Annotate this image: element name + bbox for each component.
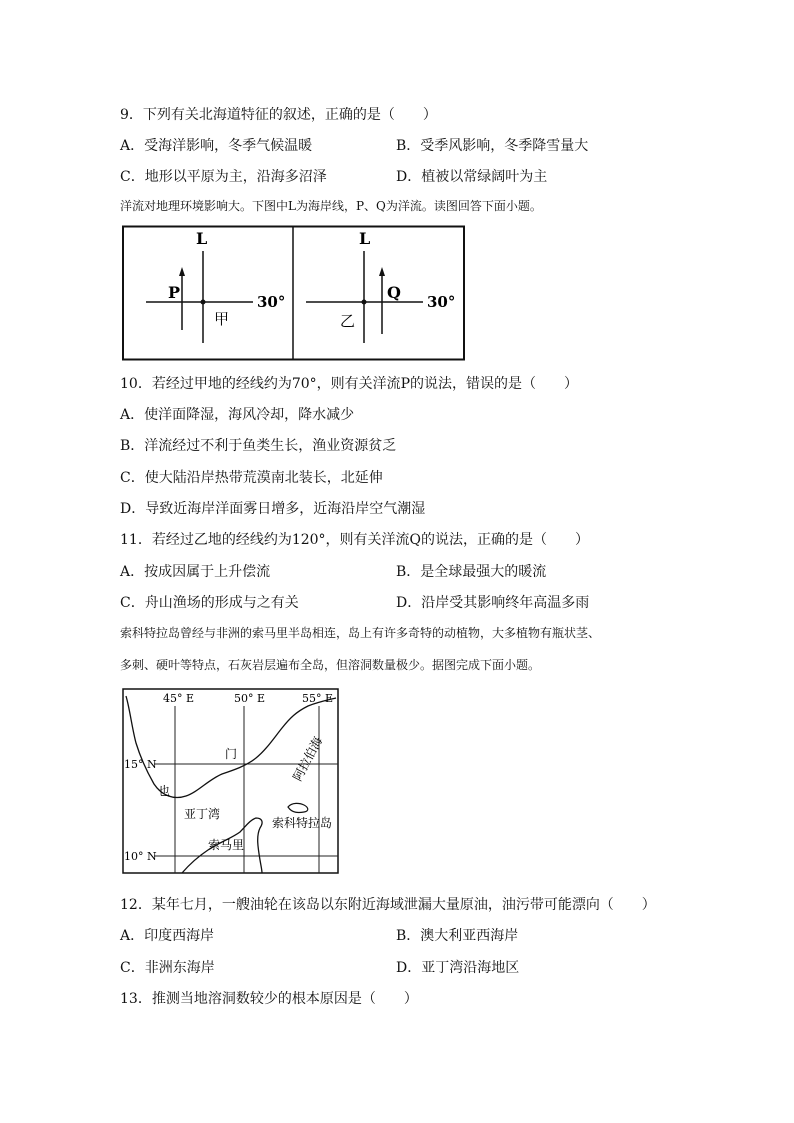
q12-option-a: A．印度西海岸	[120, 928, 215, 944]
intro-ocean-currents: 洋流对地理环境影响大。下图中L为海岸线，P、Q为洋流。读图回答下面小题。	[120, 199, 542, 213]
coast-label-left: L	[196, 229, 208, 248]
q11-stem: 11．若经过乙地的经线约为120°，则有关洋流Q的说法，正确的是（ ）	[120, 532, 590, 548]
latitude-label-right: 30°	[427, 293, 456, 311]
lon-label-50: 50° E	[234, 692, 266, 705]
q12-option-c: C．非洲东海岸	[120, 960, 215, 976]
q13-stem: 13．推测当地溶洞数较少的根本原因是（ ）	[120, 991, 418, 1007]
lat-label-15: 15° N	[124, 758, 157, 771]
q11-option-c: C．舟山渔场的形成与之有关	[120, 595, 299, 611]
place-label-jia: 甲	[214, 310, 230, 328]
label-gulf-of-aden: 亚丁湾	[184, 807, 221, 821]
socotra-map	[122, 688, 340, 875]
q11-option-a: A．按成因属于上升偿流	[120, 564, 271, 580]
q9-option-a: A．受海洋影响，冬季气候温暖	[120, 138, 313, 154]
latitude-label-left: 30°	[257, 293, 286, 311]
q10-option-d: D．导致近海岸洋面雾日增多，近海沿岸空气潮湿	[120, 501, 426, 517]
current-label-q: Q	[387, 283, 401, 302]
label-somali: 索马里	[208, 838, 245, 852]
q9-option-c: C．地形以平原为主，沿海多沼泽	[120, 169, 327, 185]
lon-label-55: 55° E	[302, 692, 334, 705]
q10-option-b: B．洋流经过不利于鱼类生长，渔业资源贫乏	[120, 438, 397, 454]
q10-stem: 10．若经过甲地的经线约为70°，则有关洋流P的说法，错误的是（ ）	[120, 376, 579, 392]
place-point-yi	[362, 300, 367, 305]
intro-socotra-line1: 索科特拉岛曾经与非洲的索马里半岛相连，岛上有许多奇特的动植物，大多植物有瓶状茎、	[120, 626, 601, 640]
lon-label-45: 45° E	[163, 692, 195, 705]
label-ye: 也	[158, 784, 171, 798]
intro-socotra-line2: 多刺、硬叶等特点，石灰岩层遍布全岛，但溶洞数量极少。据图完成下面小题。	[120, 658, 541, 672]
place-label-yi: 乙	[340, 312, 356, 330]
q12-stem: 12．某年七月，一艘油轮在该岛以东附近海域泄漏大量原油，油污带可能漂向（ ）	[120, 897, 656, 913]
current-p-arrowhead	[179, 267, 185, 276]
label-socotra: 索科特拉岛	[272, 816, 333, 830]
q11-option-b: B．是全球最强大的暖流	[396, 564, 547, 580]
place-point-jia	[201, 300, 206, 305]
q9-stem: 9．下列有关北海道特征的叙述，正确的是（ ）	[120, 107, 437, 123]
q12-option-d: D．亚丁湾沿海地区	[396, 960, 520, 976]
label-arabian-sea: 阿拉伯海	[290, 734, 326, 784]
q9-option-d: D．植被以常绿阔叶为主	[396, 169, 548, 185]
coast-label-right: L	[359, 229, 371, 248]
current-label-p: P	[168, 283, 181, 302]
q10-option-a: A．使洋面降湿，海风冷却，降水减少	[120, 407, 355, 423]
lat-label-10: 10° N	[124, 850, 157, 863]
current-q-arrowhead	[379, 267, 385, 276]
label-men: 门	[225, 747, 238, 761]
socotra-island-shape	[288, 803, 308, 812]
q11-option-d: D．沿岸受其影响终年高温多雨	[396, 595, 590, 611]
q9-option-b: B．受季风影响，冬季降雪量大	[396, 138, 589, 154]
ocean-current-figure	[120, 225, 466, 362]
q12-option-b: B．澳大利亚西海岸	[396, 928, 519, 944]
q10-option-c: C．使大陆沿岸热带荒漠南北装长，北延伸	[120, 470, 383, 486]
